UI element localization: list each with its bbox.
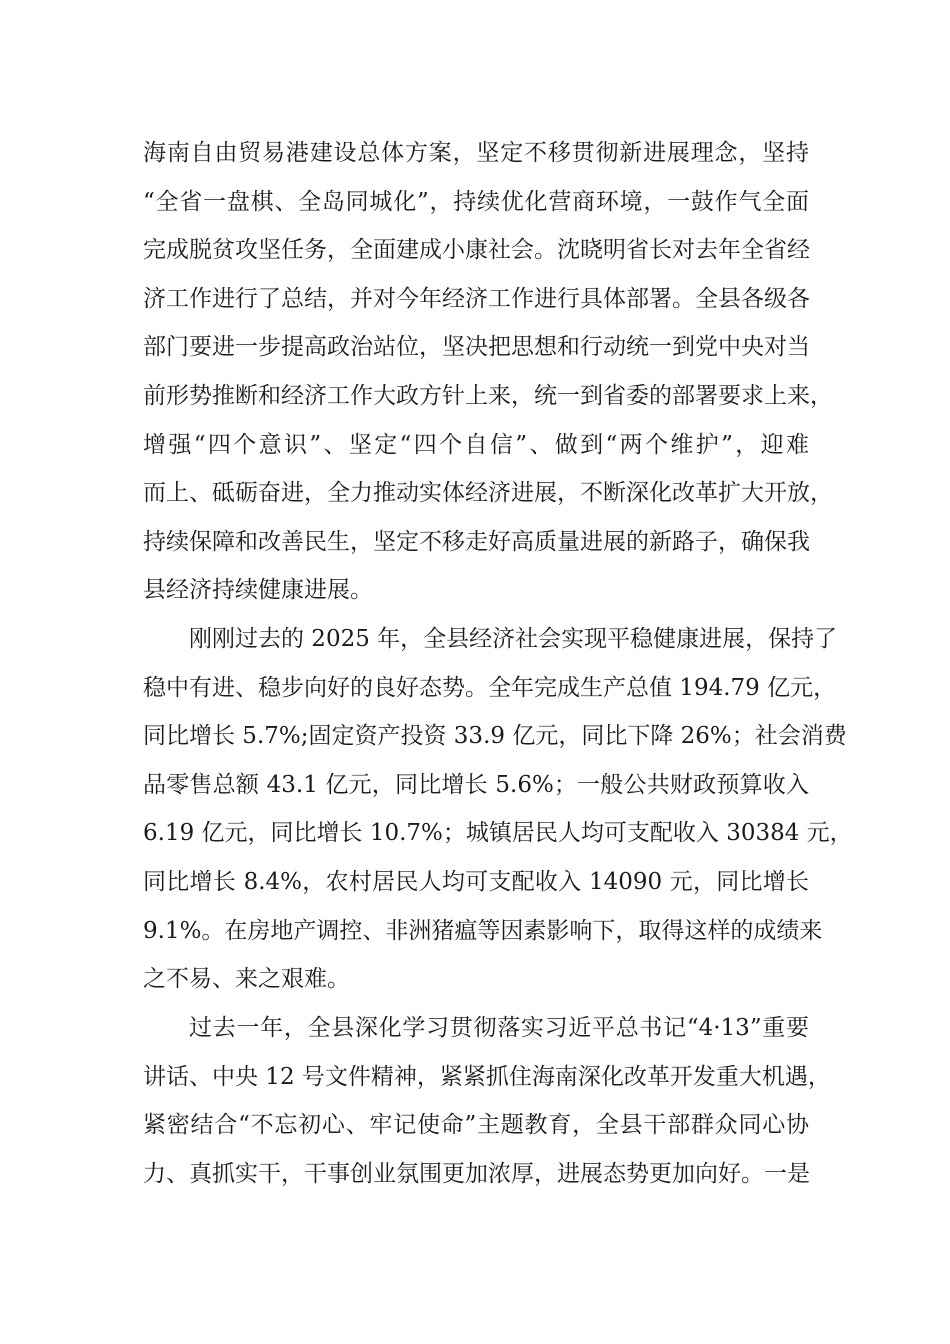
paragraph-1 <box>143 129 833 615</box>
paragraph-line: 同比增长 5.7%;固定资产投资 33.9 亿元，同比下降 26%；社会消费 <box>143 723 847 750</box>
paragraph-line: 6.19 亿元，同比增长 10.7%；城镇居民人均可支配收入 30384 元， <box>143 820 853 847</box>
paragraph-line: 力、真抓实干，干事创业氛围更加浓厚，进展态势更加向好。一是 <box>143 1160 810 1187</box>
paragraph-line: 之不易、来之艰难。 <box>143 966 350 993</box>
paragraph-line: 完成脱贫攻坚任务，全面建成小康社会。沈晓明省长对去年全省经 <box>143 237 810 264</box>
paragraph-2 <box>143 615 853 1004</box>
paragraph-line: 持续保障和改善民生，坚定不移走好高质量进展的新路子，确保我 <box>143 528 810 555</box>
paragraph-line: 增强“四个意识”、坚定“四个自信”、做到“两个维护”，迎难 <box>143 431 809 458</box>
paragraph-line: 刚刚过去的 2025 年，全县经济社会实现平稳健康进展，保持了 <box>189 626 838 652</box>
paragraph-line: 9.1%。在房地产调控、非洲猪瘟等因素影响下，取得这样的成绩来 <box>143 917 823 944</box>
paragraph-line: “全省一盘棋、全岛同城化”，持续优化营商环境，一鼓作气全面 <box>143 188 809 215</box>
paragraph-line: 而上、砥砺奋进，全力推动实体经济进展，不断深化改革扩大开放， <box>143 480 833 507</box>
paragraph-line: 同比增长 8.4%，农村居民人均可支配收入 14090 元，同比增长 <box>143 868 809 895</box>
paragraph-line: 过去一年，全县深化学习贯彻落实习近平总书记“4·13”重要 <box>189 1015 809 1041</box>
paragraph-line: 济工作进行了总结，并对今年经济工作进行具体部署。全县各级各 <box>143 285 810 312</box>
paragraph-line: 稳中有进、稳步向好的良好态势。全年完成生产总值 194.79 亿元， <box>143 674 837 701</box>
paragraph-line: 品零售总额 43.1 亿元，同比增长 5.6%；一般公共财政预算收入 <box>143 771 809 798</box>
paragraph-line: 讲话、中央 12 号文件精神，紧紧抓住海南深化改革开发重大机遇， <box>143 1063 831 1090</box>
paragraph-line: 部门要进一步提高政治站位，坚决把思想和行动统一到党中央对当 <box>143 334 810 361</box>
paragraph-line: 前形势推断和经济工作大政方针上来，统一到省委的部署要求上来， <box>143 382 833 409</box>
paragraph-line: 紧密结合“不忘初心、牢记使命”主题教育，全县干部群众同心协 <box>143 1112 809 1139</box>
paragraph-line: 海南自由贸易港建设总体方案，坚定不移贯彻新进展理念，坚持 <box>143 140 809 166</box>
paragraph-line: 县经济持续健康进展。 <box>143 577 373 604</box>
paragraph-3 <box>143 1004 831 1198</box>
